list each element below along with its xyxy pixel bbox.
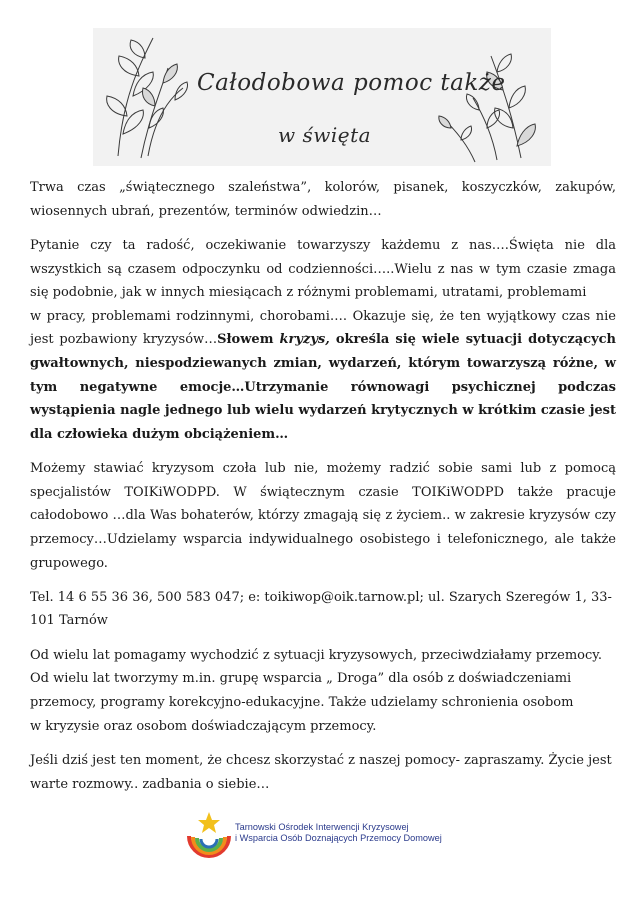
- paragraph-help: [30, 644, 616, 738]
- paragraph-crisis-part-b: w pracy, problemami rodzinnymi, chorobami…. Okazuje się, że ten wyjątkowy czas nie jest pozbawiony kryzysów…: [30, 308, 616, 348]
- organization-logo: [185, 810, 445, 860]
- paragraph-specialists: Możemy stawiać kryzysom czoła lub nie, możemy radzić sobie sami lub z pomocą specjalistów TOIKiWODPD. W świątecznym czasie TOIKiWODPD także pracuje całodobowo …dla Was bohaterów, którzy zmagają się z życiem.. w zakresie kryzysów czy przemocy…Udzielamy wsparcia indywidualnego osobistego i telefonicznego, ale także grupowego.: [30, 461, 616, 571]
- organization-name-line2: i Wsparcia Osób Doznających Przemocy Domowej: [235, 833, 442, 843]
- header-title-line2: w święta: [278, 123, 372, 147]
- star-icon: [198, 812, 220, 833]
- header-title-line1: Całodobowa pomoc także: [197, 70, 506, 96]
- header-banner: [93, 28, 551, 166]
- contact-info: Tel. 14 6 55 36 36, 500 583 047; e: toikiwop@oik.tarnow.pl; ul. Szarych Szeregów 1, 33-101 Tarnów: [30, 589, 612, 629]
- paragraph-crisis-italic: kryzys,: [279, 332, 330, 348]
- rainbow-arc-icon: [185, 810, 235, 860]
- document-body: [30, 176, 616, 807]
- paragraph-crisis-bold2: określa się wiele sytuacji dotyczących gwałtownych, niespodziewanych zmian, wydarzeń, którym towarzyszą różne, w tym negatywne emocje…Utrzymanie równowagi psychicznej podczas wystąpienia nagle jednego lub wielu wydarzeń krytycznych w krótkim czasie jest dla człowieka dużym obciążeniem…: [30, 332, 616, 442]
- paragraph-help-line3: przemocy, programy korekcyjno-edukacyjne. Także udzielamy schronienia osobom: [30, 695, 574, 711]
- paragraph-intro: Trwa czas „świątecznego szaleństwa”, kolorów, pisanek, koszyczków, zakupów, wiosennych ubrań, prezentów, terminów odwiedzin…: [30, 180, 616, 219]
- paragraph-crisis-bold1: Słowem: [217, 332, 280, 348]
- paragraph-crisis: [30, 234, 616, 446]
- paragraph-crisis-part-a: Pytanie czy ta radość, oczekiwanie towarzyszy każdemu z nas….Święta nie dla wszystkich są czasem odpoczynku od codzienności…..Wielu z nas w tym czasie zmaga się podobnie, jak w innych miesiącach z różnymi problemami, utratami, problemami: [30, 237, 616, 301]
- paragraph-help-line4: w kryzysie oraz osobom doświadczającym przemocy.: [30, 718, 377, 734]
- paragraph-help-line2: Od wielu lat tworzymy m.in. grupę wsparcia „ Droga” dla osób z doświadczeniami: [30, 671, 572, 687]
- paragraph-invitation: Jeśli dziś jest ten moment, że chcesz skorzystać z naszej pomocy- zapraszamy. Życie jest warte rozmowy.. zadbania o siebie…: [30, 753, 612, 792]
- paragraph-help-line1: Od wielu lat pomagamy wychodzić z sytuacji kryzysowych, przeciwdziałamy przemocy.: [30, 647, 603, 663]
- organization-name: [235, 822, 442, 844]
- organization-name-line1: Tarnowski Ośrodek Interwencji Kryzysowej: [235, 822, 409, 832]
